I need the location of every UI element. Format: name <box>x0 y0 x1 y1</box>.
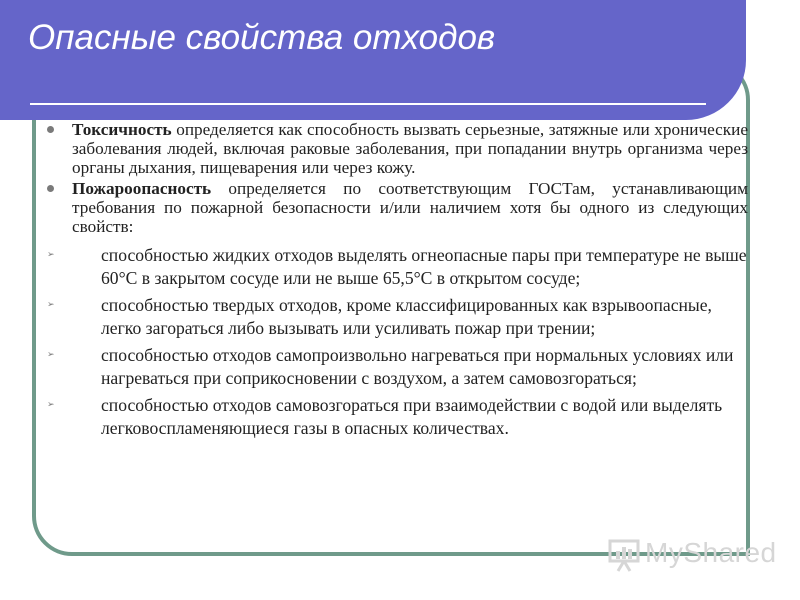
bullet-item-toxicity <box>44 120 748 177</box>
sub-item <box>44 394 748 440</box>
arrow-bullet-icon: ➢ <box>47 350 55 360</box>
term-fire-hazard: Пожароопасность <box>72 179 212 198</box>
slide-content <box>44 120 748 444</box>
arrow-bullet-icon: ➢ <box>47 400 55 410</box>
title-bar <box>0 0 746 120</box>
sub-item <box>44 244 748 290</box>
bullet-dot-icon <box>47 185 54 192</box>
bullet-item-fire-hazard <box>44 179 748 236</box>
watermark-text: MyShared <box>645 537 777 568</box>
term-toxicity: Токсичность <box>72 120 172 139</box>
title-underline <box>30 103 706 105</box>
presentation-icon <box>608 537 642 573</box>
sub-item-text: способностью отходов самопроизвольно нагреваться при нормальных условиях или нагреваться при соприкосновении с воздухом, а затем самовозгораться; <box>101 345 734 388</box>
sub-item-text: способностью твердых отходов, кроме классифицированных как взрывоопасные, легко загораться либо вызывать или усиливать пожар при трении; <box>101 295 712 338</box>
definition-fire-hazard: определяется по соответствующим ГОСТам, устанавливающим требования по пожарной безопасности и/или наличием хотя бы одного из следующих свойств: <box>72 179 748 236</box>
sub-item-text: способностью отходов самовозгораться при взаимодействии с водой или выделять легковоспламеняющиеся газы в опасных количествах. <box>101 395 723 438</box>
bullet-dot-icon <box>47 126 54 133</box>
sub-item-text: способностью жидких отходов выделять огнеопасные пары при температуре не выше 60°С в закрытом сосуде или не выше 65,5°С в открытом сосуде; <box>101 245 747 288</box>
definition-toxicity: определяется как способность вызвать серьезные, затяжные или хронические заболевания людей, включая раковые заболевания, при попадании внутрь организма через органы дыхания, пищеварения или через кожу. <box>72 120 748 177</box>
sub-item <box>44 344 748 390</box>
watermark-logo <box>608 535 777 575</box>
arrow-bullet-icon: ➢ <box>47 250 55 260</box>
sub-item <box>44 294 748 340</box>
arrow-bullet-icon: ➢ <box>47 300 55 310</box>
slide-title: Опасные свойства отходов <box>28 18 496 57</box>
